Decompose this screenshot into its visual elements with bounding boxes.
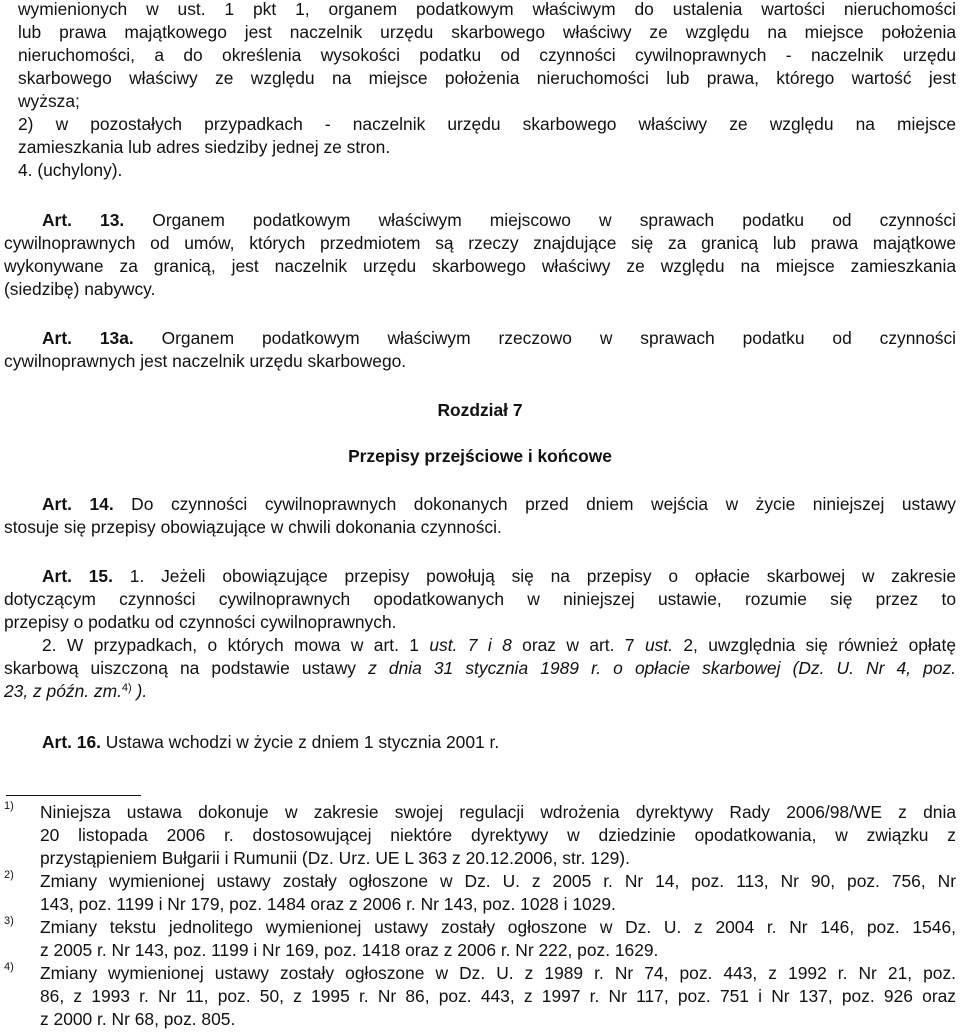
footnote-number: 2) bbox=[4, 869, 14, 881]
text-line: nieruchomości, a do określenia wysokości podatku od czynności cywilnoprawnych - naczelnik urzędu bbox=[18, 45, 956, 65]
text-line: stosuje się przepisy obowiązujące w chwili dokonania czynności. bbox=[4, 517, 502, 537]
footnote-1 bbox=[4, 801, 956, 870]
article-text: Ustawa wchodzi w życie z dniem 1 stycznia 2001 r. bbox=[100, 732, 500, 752]
text-line bbox=[4, 209, 956, 232]
footnote-line: Zmiany wymienionej ustawy zostały ogłoszone w Dz. U. z 2005 r. Nr 14, poz. 113, Nr 90, poz. 756, Nr bbox=[40, 871, 956, 891]
text-line: dotyczącym czynności cywilnoprawnych opodatkowanych w niniejszej ustawie, rozumie się przez to bbox=[4, 589, 956, 609]
text-run: 2, uwzględnia się również opłatę bbox=[672, 635, 956, 655]
article-text: Organem podatkowym właściwym miejscowo w sprawach podatku od czynności bbox=[124, 210, 956, 230]
chapter-title: Przepisy przejściowe i końcowe bbox=[348, 446, 612, 466]
article-13a bbox=[4, 327, 956, 373]
footnote-number: 4) bbox=[4, 961, 14, 973]
article-text: Organem podatkowym właściwym rzeczowo w sprawach podatku od czynności bbox=[133, 328, 956, 348]
article-label: Art. 15. bbox=[42, 566, 113, 586]
chapter-number: Rozdział 7 bbox=[437, 400, 523, 420]
text-line: 4. (uchylony). bbox=[18, 160, 123, 180]
text-line: zamieszkania lub adres siedziby jednej ze stron. bbox=[18, 137, 391, 157]
footnote-divider bbox=[6, 795, 141, 796]
text-run: 2. W przypadkach, o których mowa w art. 1 bbox=[42, 635, 430, 655]
article-15 bbox=[4, 565, 956, 703]
article-text: Do czynności cywilnoprawnych dokonanych przed dniem wejścia w życie niniejszej ustawy bbox=[113, 494, 956, 514]
text-line bbox=[4, 565, 956, 588]
text-run-italic: ). bbox=[131, 681, 148, 701]
text-line: lub prawa majątkowego jest naczelnik urzędu skarbowego właściwy ze względu na miejsce położenia bbox=[18, 22, 956, 42]
text-line: cywilnoprawnych jest naczelnik urzędu skarbowego. bbox=[4, 351, 407, 371]
article-text: 1. Jeżeli obowiązujące przepisy powołują się na przepisy o opłacie skarbowej w zakresie bbox=[112, 566, 956, 586]
text-run-italic: z dnia 31 stycznia 1989 r. o opłacie skarbowej (Dz. U. Nr 4, poz. bbox=[368, 658, 956, 678]
footnote-line: Zmiany wymienionej ustawy zostały ogłoszone w Dz. U. z 1989 r. Nr 74, poz. 443, z 1992 r. Nr 21, poz. bbox=[40, 963, 956, 983]
paragraph-continuation bbox=[4, 0, 956, 182]
footnote-line: 20 listopada 2006 r. dostosowującej niektóre dyrektywy w dziedzinie opodatkowania, w związku z bbox=[40, 825, 956, 845]
text-line: cywilnoprawnych od umów, których przedmiotem są rzeczy znajdujące się za granicą lub prawa majątkowe bbox=[4, 233, 956, 253]
text-line: wyższa; bbox=[18, 91, 80, 111]
text-run: skarbową uiszczoną na podstawie ustawy bbox=[4, 658, 369, 678]
text-line: wykonywane za granicą, jest naczelnik urzędu skarbowego właściwy ze względu na miejsce zamieszkania bbox=[4, 256, 956, 276]
text-run-italic: ust. bbox=[644, 635, 673, 655]
text-line bbox=[4, 731, 956, 754]
footnote-number: 3) bbox=[4, 915, 14, 927]
footnote-line: z 2005 r. Nr 143, poz. 1199 i Nr 169, poz. 1418 oraz z 2006 r. Nr 222, poz. 1629. bbox=[40, 940, 659, 960]
text-run: oraz w art. 7 bbox=[511, 635, 645, 655]
text-line bbox=[4, 493, 956, 516]
text-run-italic: ust. 7 i 8 bbox=[429, 635, 512, 655]
text-line: przepisy o podatku od czynności cywilnoprawnych. bbox=[4, 612, 397, 632]
footnote-number: 1) bbox=[4, 800, 14, 812]
footnote-line: 86, z 1993 r. Nr 11, poz. 50, z 1995 r. Nr 86, poz. 443, z 1997 r. Nr 117, poz. 751 i Nr 137, poz. 926 oraz bbox=[40, 986, 956, 1006]
footnote-line: 143, poz. 1199 i Nr 179, poz. 1484 oraz z 2006 r. Nr 143, poz. 1028 i 1029. bbox=[40, 894, 616, 914]
footnote-ref: 4) bbox=[121, 682, 132, 694]
article-14 bbox=[4, 493, 956, 539]
footnote-4 bbox=[4, 962, 956, 1031]
footnote-line: z 2000 r. Nr 68, poz. 805. bbox=[40, 1009, 236, 1029]
article-label: Art. 13. bbox=[42, 210, 125, 230]
text-line: 2) w pozostałych przypadkach - naczelnik urzędu skarbowego właściwy ze względu na miejsce bbox=[18, 114, 956, 134]
footnote-line: Niniejsza ustawa dokonuje w zakresie swojej regulacji wdrożenia dyrektywy Rady 2006/98/WE z dnia bbox=[40, 802, 956, 822]
footnote-2 bbox=[4, 870, 956, 916]
article-13 bbox=[4, 209, 956, 301]
footnote-line: Zmiany tekstu jednolitego wymienionej ustawy zostały ogłoszone w Dz. U. z 2004 r. Nr 146, poz. 1546, bbox=[40, 917, 956, 937]
text-line bbox=[4, 327, 956, 350]
text-line: (siedzibę) nabywcy. bbox=[4, 279, 156, 299]
text-line bbox=[4, 657, 956, 680]
text-line: wymienionych w ust. 1 pkt 1, organem podatkowym właściwym do ustalenia wartości nieruchomości bbox=[18, 0, 956, 19]
text-line bbox=[4, 680, 956, 703]
text-line: skarbowego właściwy ze względu na miejsce położenia nieruchomości lub prawa, którego wartość jest bbox=[18, 68, 956, 88]
article-16 bbox=[4, 731, 956, 754]
footnote-line: przystąpieniem Bułgarii i Rumunii (Dz. Urz. UE L 363 z 20.12.2006, str. 129). bbox=[40, 848, 630, 868]
article-label: Art. 14. bbox=[42, 494, 114, 514]
text-line bbox=[4, 634, 956, 657]
article-label: Art. 13a. bbox=[42, 328, 134, 348]
text-run-italic: 23, z późn. zm. bbox=[4, 681, 122, 701]
article-label: Art. 16. bbox=[42, 732, 101, 752]
footnote-3 bbox=[4, 916, 956, 962]
